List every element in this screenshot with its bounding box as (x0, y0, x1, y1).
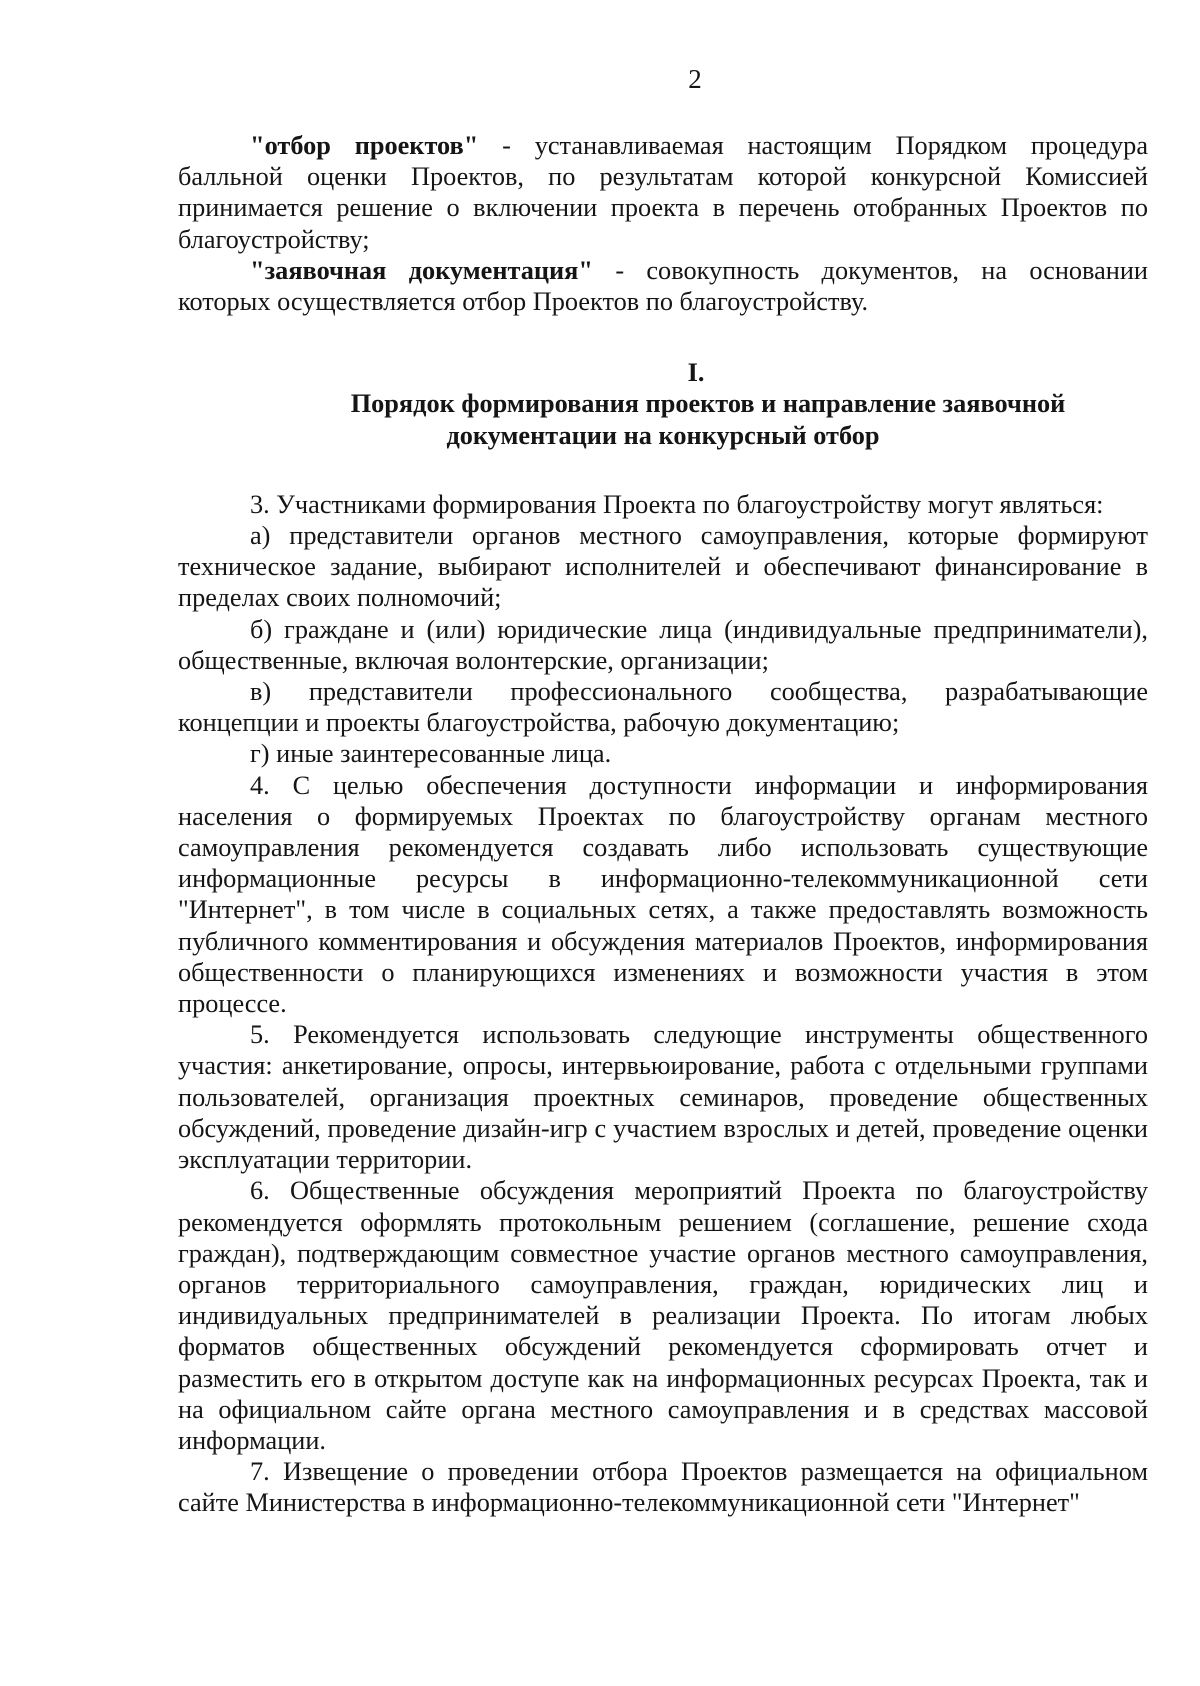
definition-term: "отбор проектов" (250, 131, 479, 160)
section-heading-line: документации на конкурсный отбор (446, 420, 880, 450)
definition-paragraph (178, 130, 1148, 255)
clause-paragraph: 7. Извещение о проведении отбора Проектов размещается на официальном сайте Министерства в информационно-телекоммуникационной сети "Интернет" (178, 1457, 1148, 1518)
section-heading (178, 357, 1148, 451)
document-body (178, 130, 1148, 1519)
definition-paragraph (178, 255, 1148, 317)
list-item-paragraph: в) представители профессионального сообщества, разрабатывающие концепции и проекты благоустройства, рабочую документацию; (178, 677, 1148, 738)
clause-paragraph: 5. Рекомендуется использовать следующие инструменты общественного участия: анкетирование, опросы, интервьюирование, работа с отдельными группами пользователей, организация проектных семинаров, проведение общественных обсуждений, проведение дизайн-игр с участием взрослых и детей, проведение оценки эксплуатации территории. (178, 1020, 1148, 1175)
section-heading-line (178, 357, 1148, 419)
clause-paragraph: 6. Общественные обсуждения мероприятий Проекта по благоустройству рекомендуется оформлять протокольным решением (соглашение, решение схода граждан), подтверждающим совместное участие органов местного самоуправления, органов территориального самоуправления, граждан, юридических лиц и индивидуальных предпринимателей в реализации Проекта. По итогам любых форматов общественных обсуждений рекомендуется сформировать отчет и разместить его в открытом доступе как на информационных ресурсах Проекта, так и на официальном сайте органа местного самоуправления и в средствах массовой информации. (178, 1176, 1148, 1455)
definition-text: - совокупность документов, на основании которых осуществляется отбор Проектов по благоустройству. (178, 255, 1148, 317)
clause-paragraph: 4. С целью обеспечения доступности информации и информирования населения о формируемых Проектах по благоустройству органам местного самоуправления рекомендуется создавать либо использовать существующие информационные ресурсы в информационно-телекоммуникационной сети "Интернет", в том числе в социальных сетях, а также предоставлять возможность публичного комментирования и обсуждения материалов Проектов, информирования общественности о планирующихся изменениях и возможности участия в этом процессе. (178, 770, 1148, 1019)
section-number: I. (687, 358, 705, 388)
page-number: 2 (688, 64, 702, 94)
definition-term: "заявочная документация" (250, 255, 593, 285)
definition-text: - устанавливаемая настоящим Порядком процедура балльной оценки Проектов, по результатам которой конкурсной Комиссией принимается решение о включении проекта в перечень отобранных Проектов по благоустройству; (178, 131, 1148, 254)
list-item-paragraph: а) представители органов местного самоуправления, которые формируют техническое задание, выбирают исполнителей и обеспечивают финансирование в пределах своих полномочий; (178, 521, 1148, 613)
list-item-paragraph: б) граждане и (или) юридические лица (индивидуальные предприниматели), общественные, включая волонтерские, организации; (178, 614, 1148, 675)
list-item-paragraph: г) иные заинтересованные лица. (250, 739, 612, 769)
clause-paragraph: 3. Участниками формирования Проекта по благоустройству могут являться: (250, 489, 1104, 519)
section-title-part: Порядок формирования проектов и направление заявочной (350, 389, 1066, 419)
